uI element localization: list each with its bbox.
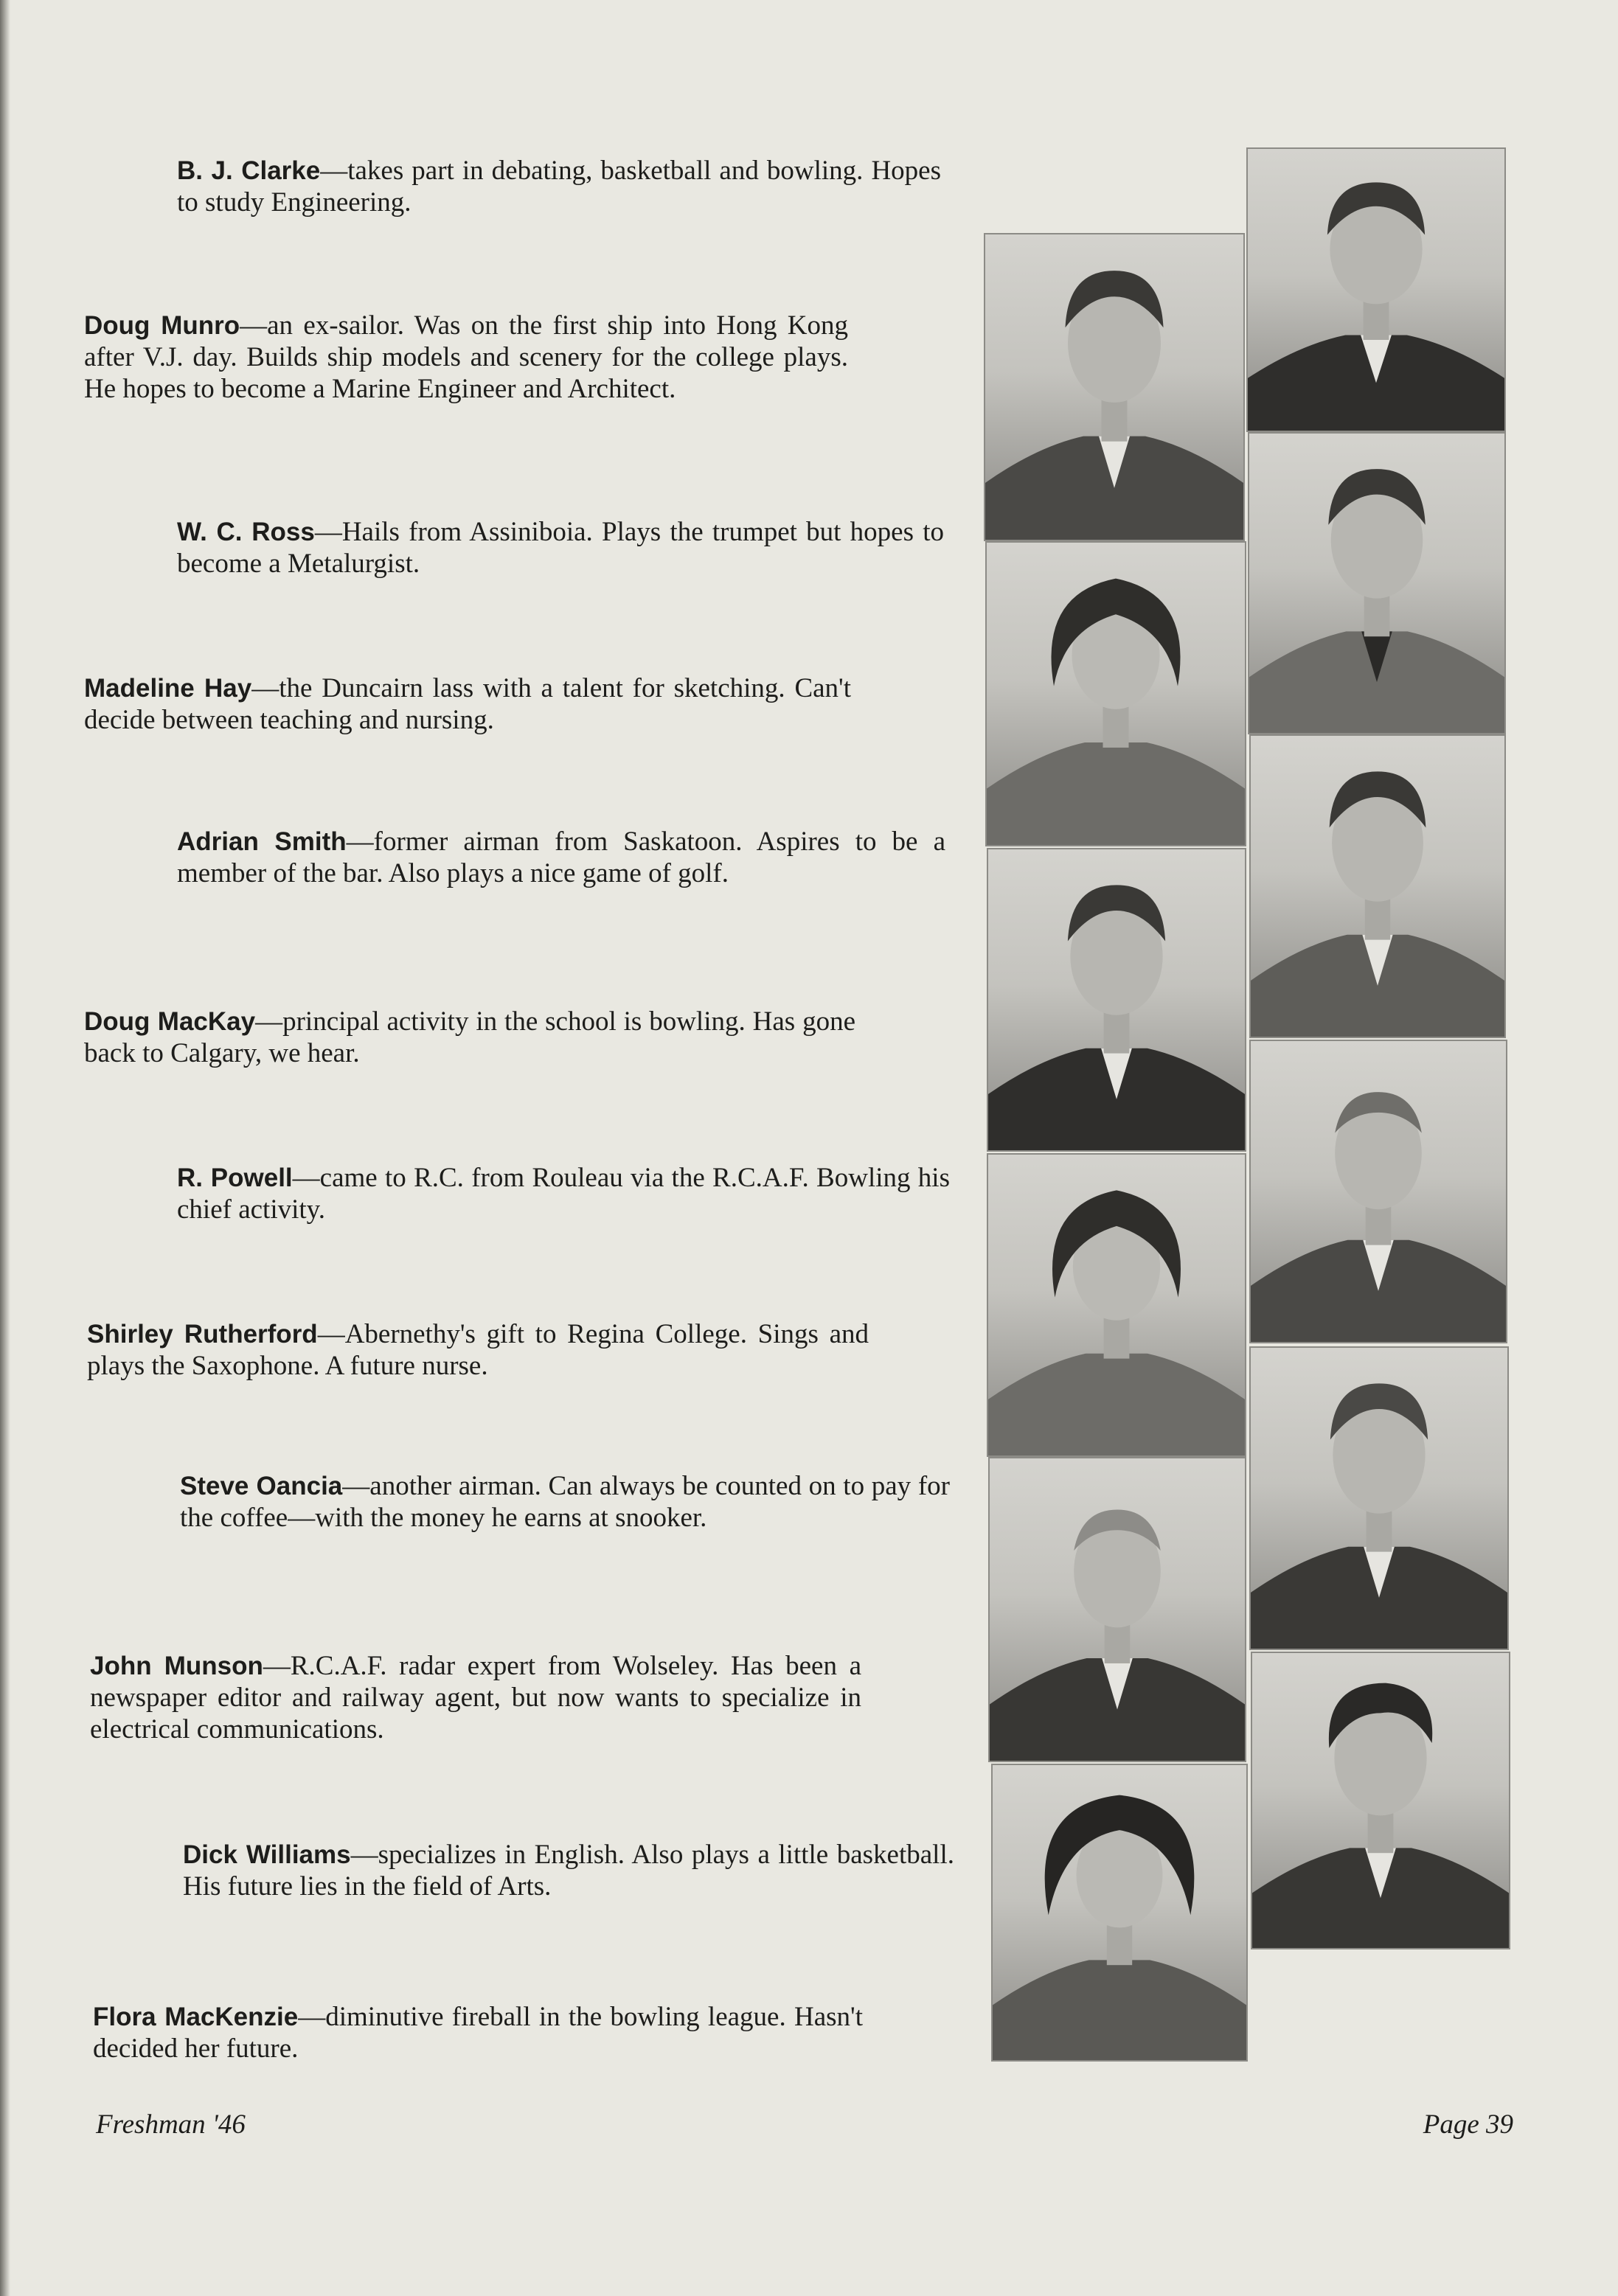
- portrait-photo: [988, 1457, 1246, 1762]
- student-bio: —the Duncairn lass with a talent for sketching. Can't decide between teaching and nursing.: [84, 673, 851, 735]
- student-name: R. Powell: [177, 1163, 293, 1192]
- bio-entry: [84, 1006, 855, 1069]
- student-bio: —specializes in English. Also plays a little basketball. His future lies in the field of Arts.: [183, 1840, 954, 1902]
- student-name: Steve Oancia: [180, 1472, 343, 1500]
- bio-entry: [177, 826, 945, 889]
- student-name: Adrian Smith: [177, 827, 347, 856]
- portrait-photo: [1249, 734, 1506, 1038]
- portrait-photo: [984, 233, 1245, 541]
- bio-entry: [177, 1162, 950, 1225]
- portrait-photo: [985, 541, 1246, 846]
- bio-entry: [180, 1470, 950, 1534]
- portrait-photo: [987, 848, 1246, 1152]
- portrait-photo: [1248, 432, 1506, 734]
- student-bio: —former airman from Saskatoon. Aspires to be a member of the bar. Also plays a nice game of golf.: [177, 827, 945, 888]
- student-bio: —another airman. Can always be counted on to pay for the coffee—with the money he earns at snooker.: [180, 1471, 950, 1533]
- portrait-photo: [1246, 147, 1506, 432]
- portrait-photo: [1249, 1040, 1507, 1343]
- student-name: Dick Williams: [183, 1840, 351, 1869]
- student-name: Shirley Rutherford: [87, 1320, 318, 1349]
- bio-entry: [183, 1839, 954, 1902]
- student-bio: —R.C.A.F. radar expert from Wolseley. Has been a newspaper editor and railway agent, but now wants to specialize in electrical communications.: [90, 1651, 861, 1744]
- bio-entry: [84, 672, 851, 736]
- student-bio: —Hails from Assiniboia. Plays the trumpet but hopes to become a Metalurgist.: [177, 517, 944, 579]
- portrait-photo: [987, 1153, 1246, 1457]
- student-bio: —an ex-sailor. Was on the first ship into Hong Kong after V.J. day. Builds ship models and scenery for the college plays. He hopes to become a Marine Engineer and Architect.: [84, 310, 848, 404]
- portrait-photo: [991, 1764, 1248, 2062]
- student-bio: —principal activity in the school is bowling. Has gone back to Calgary, we hear.: [84, 1006, 855, 1068]
- bio-entry: [177, 516, 944, 580]
- student-name: John Munson: [90, 1652, 263, 1680]
- student-name: Madeline Hay: [84, 674, 252, 703]
- student-name: Doug MacKay: [84, 1007, 256, 1036]
- student-bio: —takes part in debating, basketball and bowling. Hopes to study Engineering.: [177, 156, 941, 218]
- student-name: Flora MacKenzie: [93, 2003, 299, 2031]
- portrait-photo: [1249, 1346, 1509, 1650]
- bio-entry: [87, 1318, 869, 1382]
- bio-entry: [84, 310, 848, 405]
- student-bio: —came to R.C. from Rouleau via the R.C.A.F. Bowling his chief activity.: [177, 1163, 950, 1225]
- student-bio: —diminutive fireball in the bowling league. Hasn't decided her future.: [93, 2002, 863, 2064]
- bio-entry: [90, 1650, 861, 1745]
- page-number: Page 39: [1423, 2109, 1513, 2140]
- footer-left: Freshman '46: [96, 2109, 246, 2140]
- page-binding-edge: [0, 0, 10, 2296]
- student-name: W. C. Ross: [177, 518, 315, 546]
- bio-entry: [177, 155, 941, 218]
- student-name: Doug Munro: [84, 311, 240, 340]
- portrait-photo: [1251, 1652, 1510, 1949]
- bio-entry: [93, 2001, 863, 2064]
- student-bio: —Abernethy's gift to Regina College. Sings and plays the Saxophone. A future nurse.: [87, 1319, 869, 1381]
- student-name: B. J. Clarke: [177, 156, 321, 185]
